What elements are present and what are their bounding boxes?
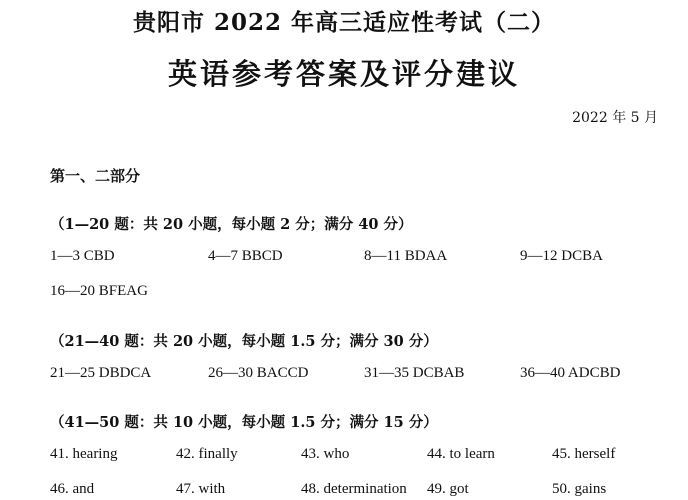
section-heading-41-50: （41—50 题：共 10 小题，每小题 1.5 分；满分 15 分） (50, 414, 438, 431)
answer-item: 50. gains (552, 481, 607, 497)
answer-item: 45. herself (552, 446, 616, 462)
answer-item: 48. determination (301, 481, 407, 497)
answer-item: 44. to learn (427, 446, 495, 462)
section-heading-21-40: （21—40 题：共 20 小题，每小题 1.5 分；满分 30 分） (50, 333, 438, 350)
answer-group: 9—12 DCBA (520, 248, 603, 264)
answer-group: 4—7 BBCD (208, 248, 283, 264)
answer-group: 16—20 BFEAG (50, 283, 148, 299)
answer-group: 8—11 BDAA (364, 248, 448, 264)
answer-item: 47. with (176, 481, 226, 497)
answer-group: 36—40 ADCBD (520, 365, 621, 381)
answer-item: 41. hearing (50, 446, 118, 462)
document-title: 英语参考答案及评分建议 (167, 57, 520, 91)
answer-group: 21—25 DBDCA (50, 365, 152, 381)
exam-title: 贵阳市 2022 年高三适应性考试（二） (132, 9, 556, 36)
answer-group: 1—3 CBD (50, 248, 115, 264)
section-heading-1-20: （1—20 题：共 20 小题，每小题 2 分；满分 40 分） (50, 216, 413, 233)
document-date: 2022 年 5 月 (572, 110, 658, 126)
answer-item: 43. who (301, 446, 350, 462)
answer-item: 46. and (50, 481, 95, 497)
answer-item: 49. got (427, 481, 469, 497)
answer-group: 31—35 DCBAB (364, 365, 465, 381)
answer-item: 42. finally (176, 446, 238, 462)
part-heading: 第一、二部分 (50, 167, 141, 185)
answer-group: 26—30 BACCD (208, 365, 309, 381)
